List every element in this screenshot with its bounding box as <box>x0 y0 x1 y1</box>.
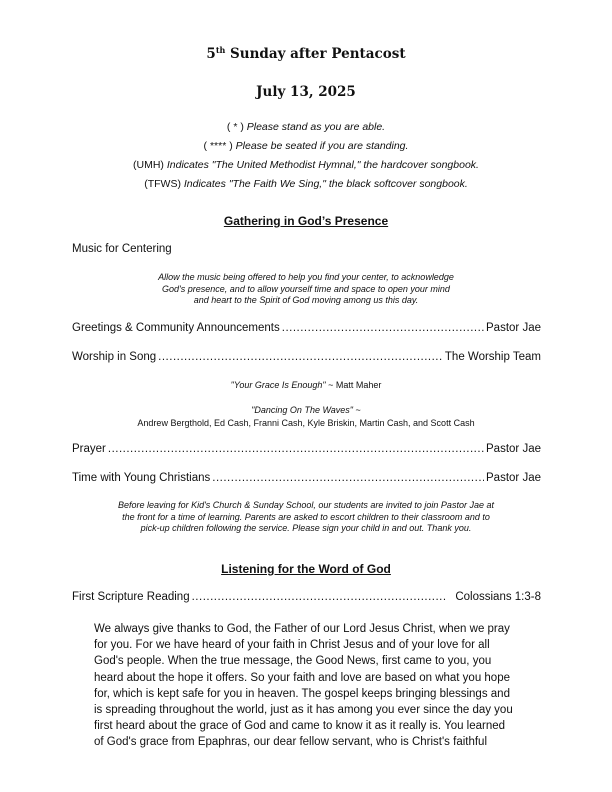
first-reading-row <box>72 591 541 603</box>
legend-text: Please be seated if you are standing. <box>235 140 409 152</box>
legend-text: Indicates "The United Methodist Hymnal," the hardcover songbook. <box>166 159 479 171</box>
legend-marker: (UMH) <box>133 159 164 171</box>
first-reading-reference: Colossians 1:3-8 <box>455 591 541 603</box>
legend-marker: ( * ) <box>226 121 244 133</box>
page-title <box>0 45 612 62</box>
title-number: 5 <box>206 46 216 62</box>
service-date: July 13, 2025 <box>256 84 356 100</box>
song-your-grace <box>0 380 612 390</box>
young-note-line: Before leaving for Kid's Church & Sunday School, our students are invited to join Pastor Jae at <box>118 500 494 510</box>
dot-leader <box>108 443 484 455</box>
music-note-line: Allow the music being offered to help you find your center, to acknowledge <box>158 272 454 282</box>
scripture-text <box>94 621 546 751</box>
music-for-centering-label: Music for Centering <box>72 243 172 255</box>
prayer-label: Prayer <box>72 443 106 455</box>
young-christians-leader: Pastor Jae <box>486 472 541 484</box>
young-note-line: pick-up children following the service. Please sign your child in and out. Thank you. <box>140 523 472 533</box>
prayer-leader: Pastor Jae <box>486 443 541 455</box>
worship-label: Worship in Song <box>72 351 157 363</box>
music-note-line: and heart to the Spirit of God moving among us this day. <box>193 295 419 305</box>
legend-note-tfws <box>0 175 612 194</box>
section-heading-listening: Listening for the Word of God <box>221 562 391 576</box>
scripture-line: for, which is kept safe for you in heaven. The gospel keeps bringing blessings and <box>94 687 510 700</box>
song-title: "Your Grace Is Enough" <box>230 380 326 390</box>
young-christians-note <box>0 500 612 535</box>
first-reading-label: First Scripture Reading <box>72 591 190 603</box>
dot-leader <box>212 472 484 484</box>
scripture-line: God's people. When the true message, the Good News, first came to you, you <box>94 655 492 668</box>
greetings-leader: Pastor Jae <box>486 322 541 334</box>
legend-note-stand <box>0 118 612 137</box>
scripture-line: is spreading throughout the world, just as it has among you ever since the day you <box>94 704 513 717</box>
young-christians-label: Time with Young Christians <box>72 472 211 484</box>
legend-text: Indicates "The Faith We Sing," the black softcover songbook. <box>183 178 468 190</box>
young-note-line: the front for a time of learning. Parents are asked to escort children to their classroom and to <box>122 511 490 522</box>
dot-leader <box>158 351 443 363</box>
song-dancing-title <box>0 405 612 415</box>
section-heading-gathering: Gathering in God’s Presence <box>223 214 389 228</box>
prayer-row <box>72 443 541 455</box>
legend-notes <box>0 118 612 194</box>
greetings-row <box>72 322 541 334</box>
young-christians-row <box>72 472 541 484</box>
song-dancing-credit: Andrew Bergthold, Ed Cash, Franni Cash, Kyle Briskin, Martin Cash, and Scott Cash <box>137 418 475 428</box>
scripture-line: first heard about the grace of God and came to know it as it really is. You learned <box>94 720 506 733</box>
legend-marker: (TFWS) <box>144 178 181 190</box>
scripture-line: for you. For we have heard of your faith in Christ Jesus and of your love for all <box>94 639 490 652</box>
dot-leader <box>282 322 484 334</box>
dot-leader <box>192 591 448 603</box>
scripture-line: We always give thanks to God, the Father of our Lord Jesus Christ, when we pray <box>94 623 510 635</box>
scripture-line: heard about the hope it offers. So your faith and love are based on what you hope <box>94 671 510 684</box>
legend-text: Please stand as you are able. <box>246 121 386 133</box>
legend-note-seated <box>0 137 612 156</box>
greetings-label: Greetings & Community Announcements <box>72 322 280 334</box>
worship-row <box>72 351 541 363</box>
legend-note-umh <box>0 156 612 175</box>
music-note <box>0 272 612 307</box>
title-ordinal-suffix: th <box>215 45 226 55</box>
song-separator: ~ <box>353 405 361 415</box>
music-note-line: God's presence, and to allow yourself time and space to open your mind <box>162 283 450 294</box>
song-title: "Dancing On The Waves" <box>251 405 353 415</box>
song-credit: ~ Matt Maher <box>325 380 382 390</box>
title-text: Sunday after Pentacost <box>225 46 406 62</box>
scripture-line: of God's grace from Epaphras, our dear fellow servant, who is Christ's faithful <box>94 736 488 749</box>
legend-marker: ( **** ) <box>203 140 233 152</box>
worship-leader: The Worship Team <box>444 351 541 363</box>
